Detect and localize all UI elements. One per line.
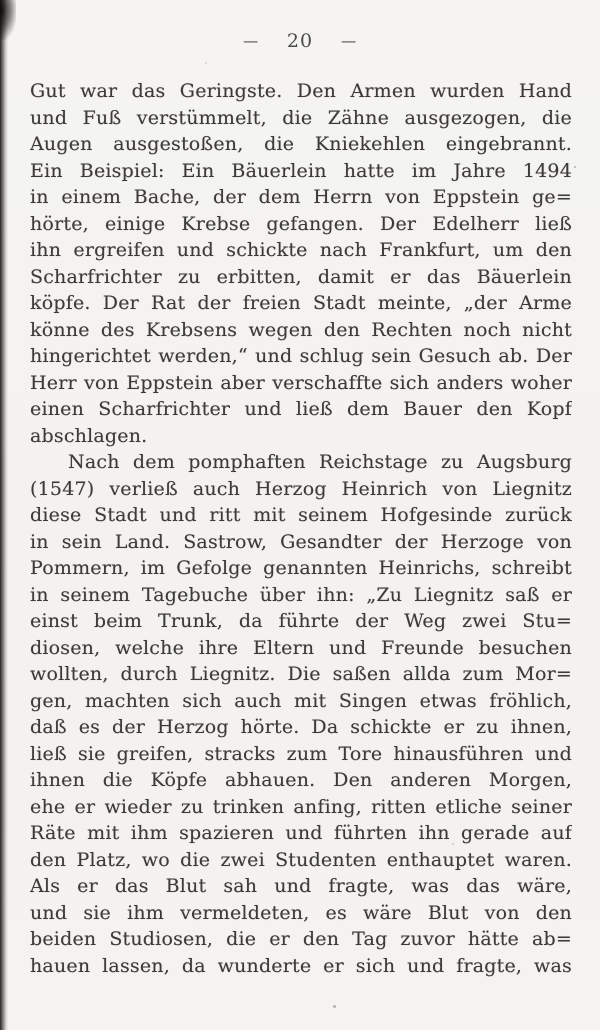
text-line: ihnen die Köpfe abhauen. Den anderen Morgen, — [30, 769, 572, 791]
text-line: Pommern, im Gefolge genannten Heinrichs, schreibt — [30, 557, 572, 579]
page-number: 20 — [286, 30, 314, 52]
header-dash-left: — — [242, 30, 259, 52]
body-text — [30, 78, 572, 979]
header-dash-right: — — [341, 30, 358, 52]
text-line: Herr von Eppstein aber verschaffte sich anders woher — [30, 371, 572, 394]
text-line: hauen lassen, da wunderte er sich und fragte, was — [30, 954, 572, 977]
text-line: Gut war das Geringste. Den Armen wurden Hand — [30, 80, 572, 102]
text-line: Augen ausgestoßen, die Kniekehlen eingebrannt. — [30, 133, 572, 155]
text-line: köpfe. Der Rat der freien Stadt meinte, „der Arme — [30, 292, 572, 314]
text-line: den Platz, wo die zwei Studenten enthauptet waren. — [30, 848, 572, 871]
text-line: diosen, welche ihre Eltern und Freunde besuchen — [30, 636, 572, 659]
text-line: beiden Studiosen, die er den Tag zuvor hätte ab= — [30, 928, 572, 950]
text-line: Als er das Blut sah und fragte, was das wäre, — [30, 875, 572, 897]
text-line: und Fuß verstümmelt, die Zähne ausgezogen, die — [30, 106, 572, 129]
text-line: diese Stadt und ritt mit seinem Hofgesinde zurück — [30, 504, 572, 526]
text-line: (1547) verließ auch Herzog Heinrich von Liegnitz — [30, 477, 572, 500]
page-header — [0, 30, 600, 52]
text-line: einen Scharfrichter und ließ dem Bauer den Kopf — [30, 398, 572, 420]
text-line: hörte, einige Krebse gefangen. Der Edelherr ließ — [30, 212, 572, 235]
text-line: ihn ergreifen und schickte nach Frankfurt, um den — [30, 239, 572, 261]
text-line: abschlagen. — [30, 424, 148, 447]
text-line: ehe er wieder zu trinken anfing, ritten etliche seiner — [30, 795, 572, 818]
scan-noise-speck — [452, 843, 454, 845]
text-line: Ein Beispiel: Ein Bäuerlein hatte im Jahre 1494 — [30, 159, 572, 182]
text-line: hingerichtet werden,“ und schlug sein Gesuch ab. Der — [30, 345, 572, 367]
text-line: wollten, durch Liegnitz. Die saßen allda zum Mor= — [30, 663, 572, 685]
text-line: und sie ihm vermeldeten, es wäre Blut von den — [30, 901, 572, 924]
text-line: gen, machten sich auch mit Singen etwas fröhlich, — [30, 689, 572, 712]
text-line: in sein Land. Sastrow, Gesandter der Herzoge von — [30, 530, 572, 553]
text-line: Nach dem pomphaften Reichstage zu Augsburg — [68, 451, 572, 473]
scan-edge-shadow — [0, 0, 8, 1030]
scan-noise-speck — [205, 62, 207, 64]
text-line: in einem Bache, der dem Herrn von Eppstein ge= — [30, 186, 572, 208]
scan-noise-speck — [333, 1005, 336, 1008]
text-line: in seinem Tagebuche über ihn: „Zu Liegnitz saß er — [30, 583, 572, 606]
text-line: ließ sie greifen, stracks zum Tore hinausführen und — [30, 742, 572, 765]
scan-corner-mark — [0, 0, 16, 40]
text-line: könne des Krebsens wegen den Rechten noch nicht — [30, 318, 572, 341]
text-line: daß es der Herzog hörte. Da schickte er zu ihnen, — [30, 716, 572, 738]
text-line: einst beim Trunk, da führte der Weg zwei Stu= — [30, 610, 572, 632]
text-line: Räte mit ihm spazieren und führten ihn gerade auf — [30, 822, 572, 844]
scan-noise-speck — [574, 166, 576, 168]
text-line: Scharfrichter zu erbitten, damit er das Bäuerlein — [30, 265, 572, 288]
